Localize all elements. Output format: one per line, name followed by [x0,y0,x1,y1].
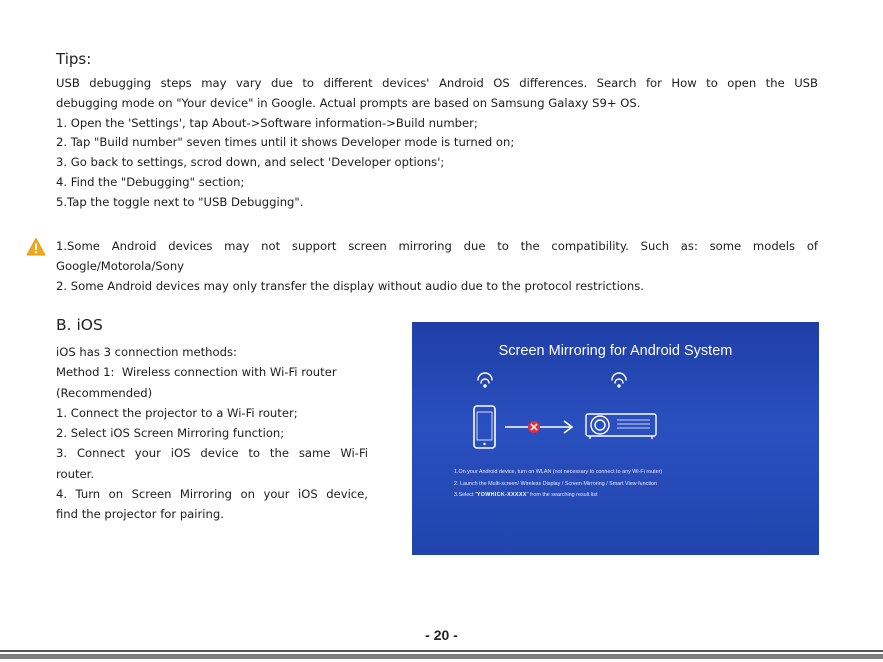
page-number: - 20 - [425,627,458,643]
tips-step-4: 4. Find the "Debugging" section; [56,174,245,189]
ios-line: iOS has 3 connection methods: [56,345,237,359]
ios-line: router. [56,466,95,481]
ios-line: Method 1: Wireless connection with Wi-Fi router [56,365,337,380]
warning-triangle-icon [26,237,46,257]
tips-intro-line2: debugging mode on "Your device" in Google. Actual prompts are based on Samsung Galaxy S9+ OS. [56,95,641,110]
ios-line: 2. Select iOS Screen Mirroring function; [56,426,285,441]
panel-step-3 [454,490,809,502]
ios-line: (Recommended) [56,385,153,400]
tips-step-1: 1. Open the 'Settings', tap About->Software information->Build number; [56,115,478,130]
tips-intro-line1: USB debugging steps may vary due to different devices' Android OS differences. Search for How to open the USB [56,76,818,90]
panel-steps [454,467,809,502]
warning-notes [56,237,818,296]
ios-line: 1. Connect the projector to a Wi-Fi router; [56,405,298,420]
panel-step-3-prefix: 3.Select " [454,492,477,498]
projector-icon [586,414,656,439]
footer-rule-thick [0,654,883,659]
warning-note-2: 2. Some Android devices may only transfer the display without audio due to the protocol restrictions. [56,278,644,293]
wifi-icon-phone [478,373,492,387]
tips-step-2: 2. Tap "Build number" seven times until it shows Developer mode is turned on; [56,135,515,150]
mirroring-diagram [412,322,819,462]
footer-rule [0,650,883,652]
tips-title: Tips: [56,50,92,68]
tips-step-5: 5.Tap the toggle next to "USB Debugging". [56,194,304,209]
device-name: YOWHICK-XXXXX [476,492,527,498]
panel-step-1: 1.On your Android device, turn on WLAN (not necessary to connect to any Wi-Fi router) [454,469,663,475]
warning-note-1-line2: Google/Motorola/Sony [56,258,185,273]
warning-note-1-line1: 1.Some Android devices may not support screen mirroring due to the compatibility. Such as: some models of [56,239,818,253]
tips-step-3: 3. Go back to settings, scrod down, and select 'Developer options'; [56,155,445,170]
blocked-x-icon [528,421,540,433]
ios-instructions [56,342,368,525]
panel-step-2: 2. Launch the Multi-screen/ Wireless Display / Screen Mirroring / Smart View function [454,480,658,487]
wifi-icon-projector [612,373,626,387]
phone-icon [474,406,495,448]
ios-line: find the projector for pairing. [56,507,224,522]
ios-line: 3. Connect your iOS device to the same Wi-Fi [56,446,368,461]
tips-section [56,74,818,213]
panel-title: Screen Mirroring for Android System [498,343,733,359]
ios-section-heading: B. iOS [56,316,103,334]
panel-step-3-suffix: " from the searching result list [526,492,598,498]
ios-line: 4. Turn on Screen Mirroring on your iOS device, [56,487,368,502]
android-mirroring-illustration [412,322,819,555]
